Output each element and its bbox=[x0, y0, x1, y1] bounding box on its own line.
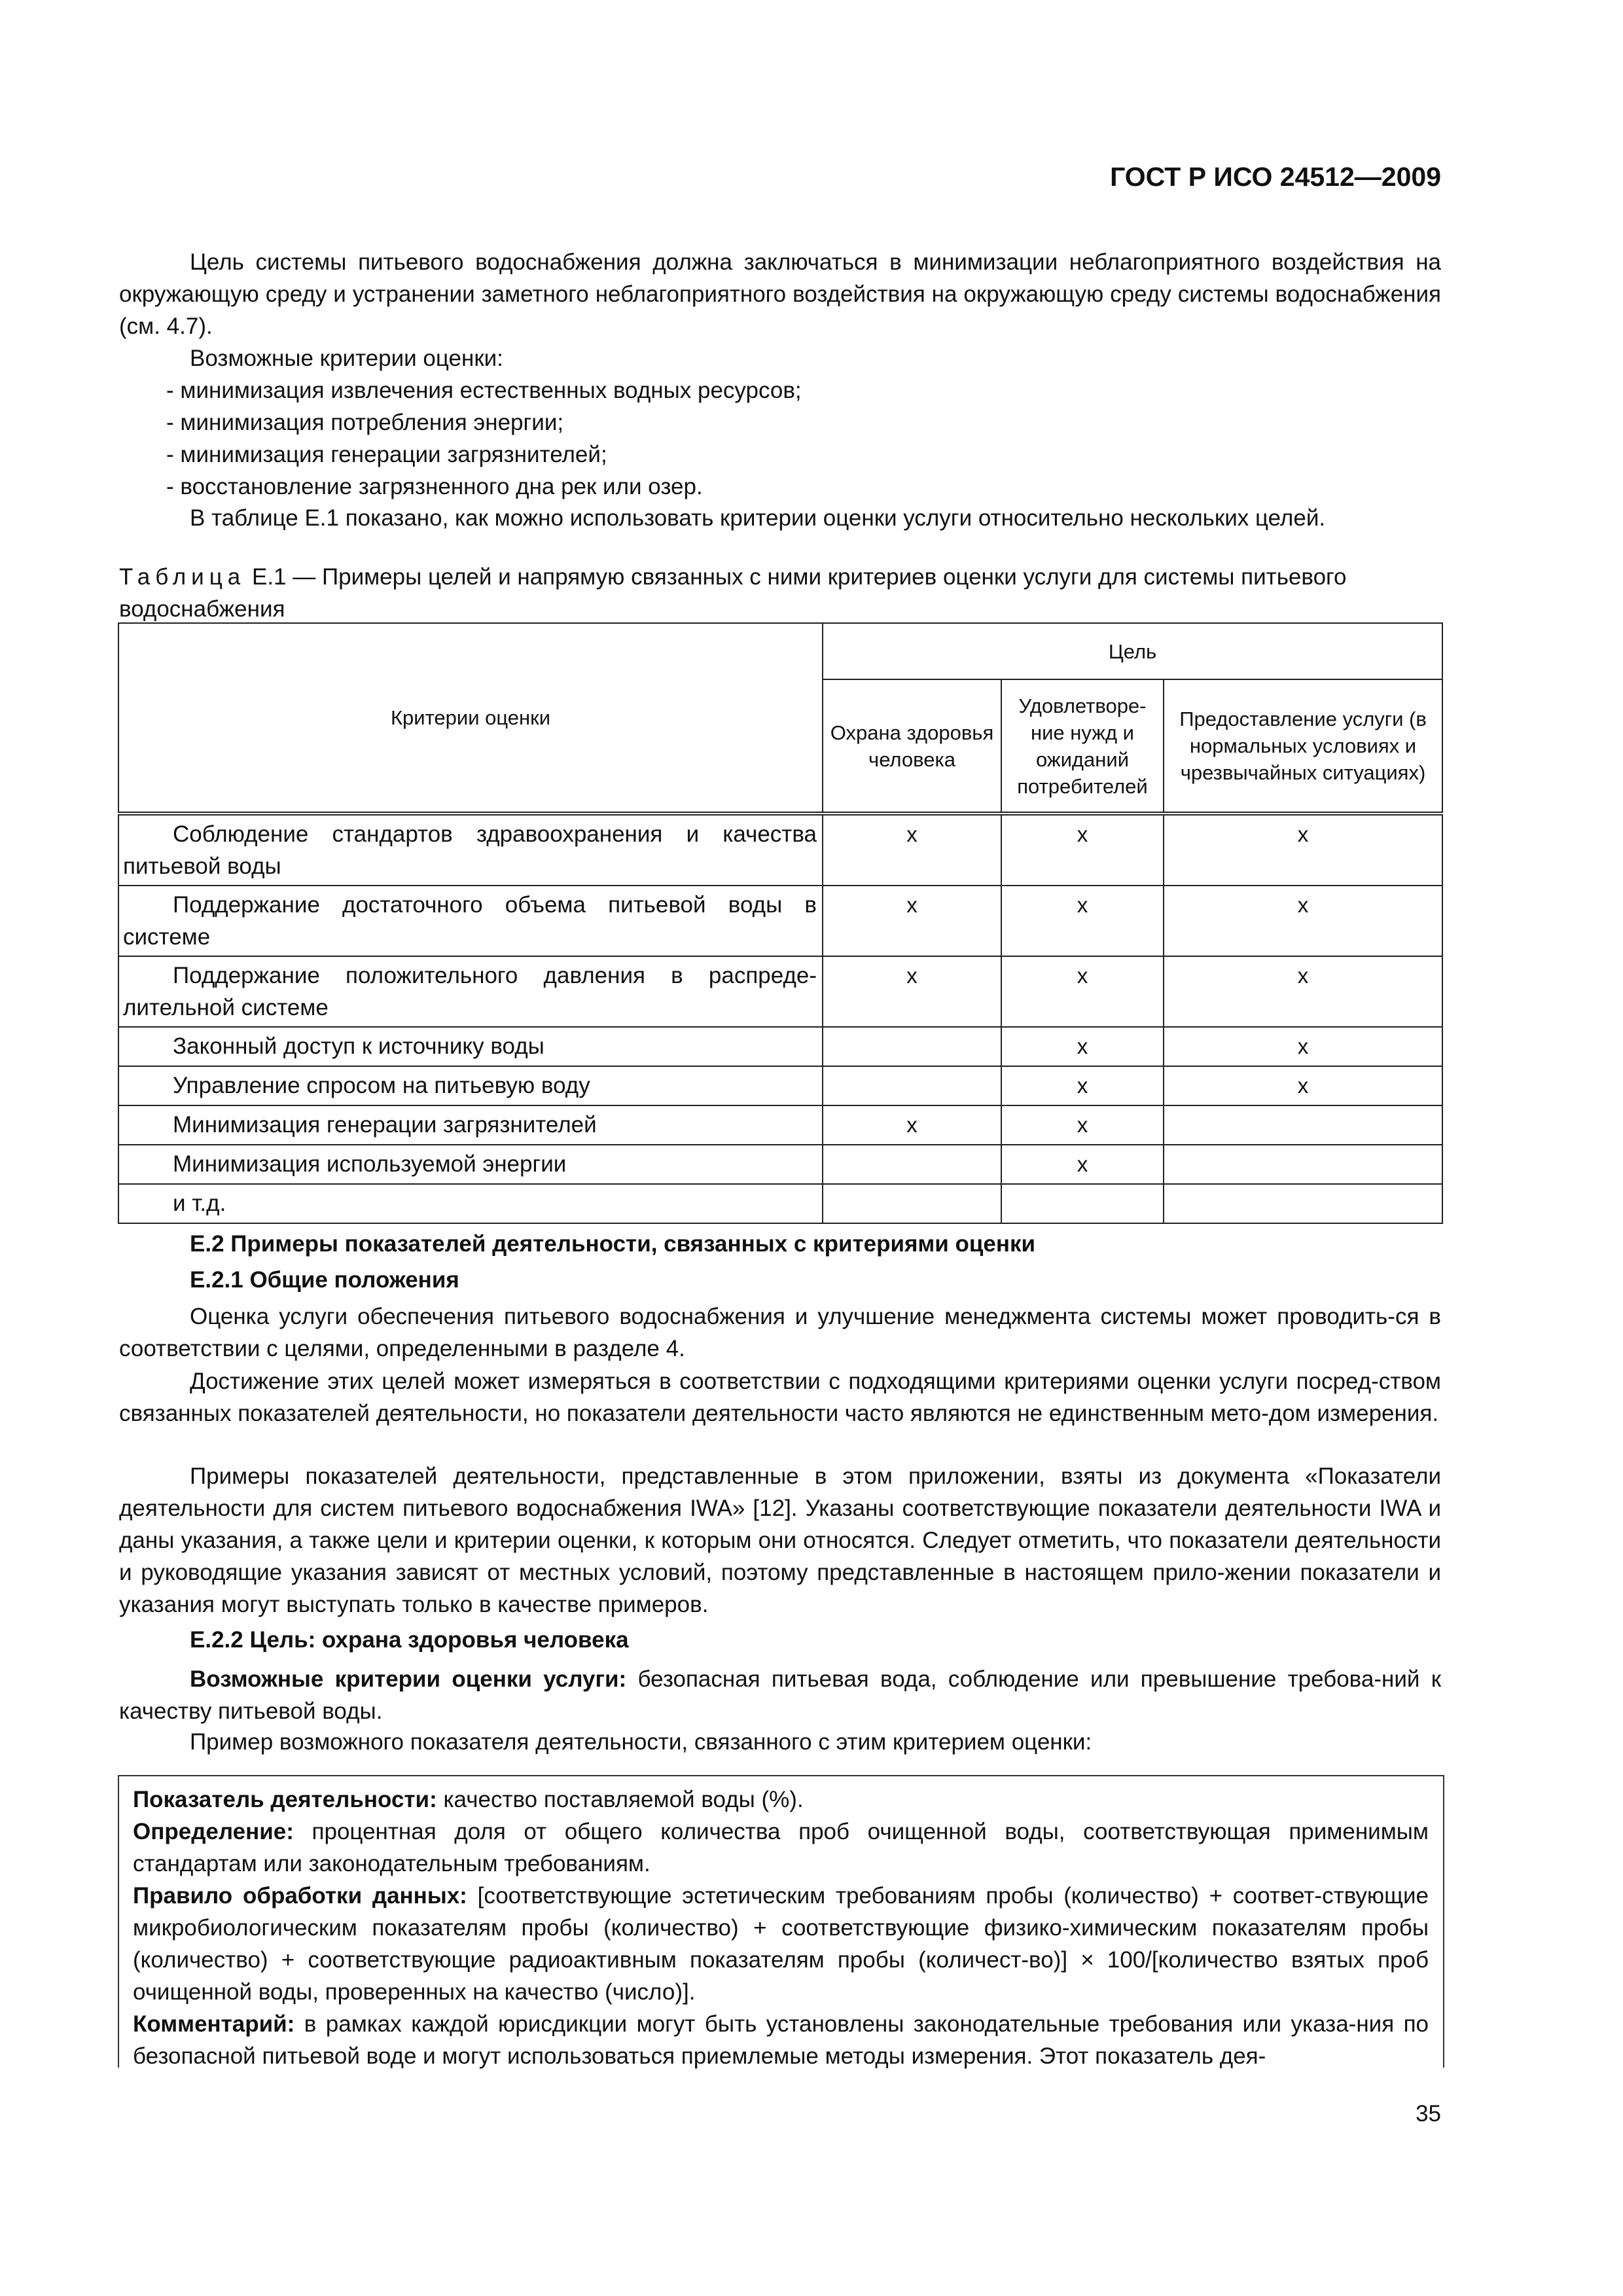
comment-label: Комментарий: bbox=[133, 2011, 295, 2037]
criteria-paragraph bbox=[119, 1663, 1441, 1727]
table-caption-prefix: Таблица bbox=[119, 564, 246, 590]
rule-text: [соответствующие эстетическим требованиям пробы (количество) + соответ-ствующие микробиологическим показателям пробы (количество) + соответствующие физико-химическим показателям пробы (количество) + соответствующие радиоактивным показателям пробы (количест-во)] × 100/[количество взятых проб очищенной воды, проверенных на качество (число)]. bbox=[133, 1883, 1429, 2005]
criterion-cell: и т.д. bbox=[118, 1184, 823, 1223]
section-heading-e2-2: Е.2.2 Цель: охрана здоровья человека bbox=[190, 1627, 629, 1653]
mark-cell bbox=[1164, 1105, 1442, 1145]
mark-cell: x bbox=[1164, 1066, 1442, 1105]
example-intro: Пример возможного показателя деятельности, связанного с этим критерием оценки: bbox=[190, 1729, 1092, 1755]
mark-cell bbox=[1001, 1184, 1164, 1223]
mark-cell: x bbox=[1001, 1105, 1164, 1145]
indicator-label: Показатель деятельности: bbox=[133, 1787, 437, 1812]
mark-cell bbox=[823, 1027, 1001, 1066]
mark-cell: x bbox=[1001, 886, 1164, 956]
table-row bbox=[118, 886, 1442, 956]
table-row bbox=[118, 956, 1442, 1027]
mark-cell bbox=[823, 1184, 1001, 1223]
comment-text: в рамках каждой юрисдикции могут быть установлены законодательные требования или указа-ния по безопасной питьевой воде и могут использоваться приемлемые методы измерения. Этот показатель дея- bbox=[133, 2011, 1429, 2069]
table-row bbox=[118, 1027, 1442, 1066]
intro-paragraph: Цель системы питьевого водоснабжения должна заключаться в минимизации неблагоприятного воздействия на окружающую среду и устранении заметного неблагоприятного воздействия на окружающую среду системы водоснабжения (см. 4.7). bbox=[119, 249, 1441, 339]
mark-cell bbox=[1164, 1145, 1442, 1184]
criterion-cell: Соблюдение стандартов здравоохранения и качества питьевой воды bbox=[118, 814, 823, 886]
mark-cell: x bbox=[823, 956, 1001, 1027]
page-number: 35 bbox=[1416, 2101, 1441, 2126]
table-reference-paragraph: В таблице Е.1 показано, как можно использовать критерии оценки услуги относительно нескольких целей. bbox=[190, 505, 1326, 531]
mark-cell bbox=[823, 1066, 1001, 1105]
goal-header-consumers: Удовлетворе-ние нужд и ожиданий потребителей bbox=[1001, 679, 1164, 814]
list-item: - минимизация генерации загрязнителей; bbox=[166, 442, 607, 467]
definition-label: Определение: bbox=[133, 1819, 294, 1844]
column-header-goal: Цель bbox=[823, 623, 1442, 679]
criterion-cell: Поддержание достаточного объема питьевой воды в системе bbox=[118, 886, 823, 956]
mark-cell: x bbox=[823, 1105, 1001, 1145]
goal-header-health: Охрана здоровья человека bbox=[823, 679, 1001, 814]
indicator-text: качество поставляемой воды (%). bbox=[443, 1787, 804, 1812]
criteria-text: безопасная питьевая вода, соблюдение или превышение требова-ний к качеству питьевой воды. bbox=[119, 1666, 1442, 1724]
mark-cell: x bbox=[1001, 956, 1164, 1027]
paragraph: Примеры показателей деятельности, представленные в этом приложении, взяты из документа «Показатели деятельности для систем питьевого водоснабжения IWA» [12]. Указаны соответствующие показатели деятельности IWA и даны указания, а также цели и критерии оценки, к которым они относятся. Следует отметить, что показатели деятельности и руководящие указания зависят от местных условий, поэтому представленные в настоящем прило-жении показатели и указания могут выступать только в качестве примеров. bbox=[119, 1463, 1441, 1617]
criteria-list bbox=[166, 374, 1441, 503]
mark-cell bbox=[1164, 1184, 1442, 1223]
list-item: - восстановление загрязненного дна рек или озер. bbox=[166, 474, 703, 499]
definition-line bbox=[133, 1816, 1429, 1880]
table-row bbox=[118, 1145, 1442, 1184]
table-row bbox=[118, 814, 1442, 886]
mark-cell: x bbox=[1164, 956, 1442, 1027]
goal-header-service: Предоставление услуги (в нормальных условиях и чрезвычайных ситуациях) bbox=[1164, 679, 1442, 814]
criteria-label: Возможные критерии оценки услуги: bbox=[190, 1666, 627, 1692]
criterion-cell: Управление спросом на питьевую воду bbox=[118, 1066, 823, 1105]
criteria-intro: Возможные критерии оценки: bbox=[190, 346, 503, 371]
mark-cell: x bbox=[1001, 1145, 1164, 1184]
table-caption bbox=[119, 561, 1441, 625]
mark-cell: x bbox=[1001, 1066, 1164, 1105]
table-row bbox=[118, 1066, 1442, 1105]
table-caption-text: Е.1 — Примеры целей и напрямую связанных с ними критериев оценки услуги для системы питьевого водоснабжения bbox=[119, 564, 1347, 622]
document-code: ГОСТ Р ИСО 24512—2009 bbox=[1110, 162, 1441, 192]
section-heading-e2: Е.2 Примеры показателей деятельности, связанных с критериями оценки bbox=[190, 1231, 1036, 1257]
table-row bbox=[118, 1105, 1442, 1145]
comment-line bbox=[133, 2008, 1429, 2072]
list-item: - минимизация потребления энергии; bbox=[166, 410, 564, 435]
mark-cell: x bbox=[1001, 814, 1164, 886]
mark-cell: x bbox=[823, 814, 1001, 886]
indicator-box bbox=[133, 1784, 1429, 2072]
indicator-line bbox=[133, 1784, 1429, 1816]
criterion-cell: Минимизация используемой энергии bbox=[118, 1145, 823, 1184]
criterion-cell: Поддержание положительного давления в распреде-лительной системе bbox=[118, 956, 823, 1027]
criterion-cell: Минимизация генерации загрязнителей bbox=[118, 1105, 823, 1145]
table-row bbox=[118, 1184, 1442, 1223]
criterion-cell: Законный доступ к источнику воды bbox=[118, 1027, 823, 1066]
column-header-criteria: Критерии оценки bbox=[118, 623, 823, 814]
section-heading-e2-1: Е.2.1 Общие положения bbox=[190, 1267, 459, 1293]
mark-cell: x bbox=[1001, 1027, 1164, 1066]
mark-cell: x bbox=[823, 886, 1001, 956]
criteria-table bbox=[118, 622, 1443, 1224]
mark-cell: x bbox=[1164, 886, 1442, 956]
rule-label: Правило обработки данных: bbox=[133, 1883, 467, 1909]
mark-cell: x bbox=[1164, 814, 1442, 886]
mark-cell: x bbox=[1164, 1027, 1442, 1066]
definition-text: процентная доля от общего количества проб очищенной воды, соответствующая применимым стандартам или законодательным требованиям. bbox=[133, 1819, 1429, 1876]
paragraph: Оценка услуги обеспечения питьевого водоснабжения и улучшение менеджмента системы может проводить-ся в соответствии с целями, определенными в разделе 4. bbox=[119, 1304, 1441, 1361]
mark-cell bbox=[823, 1145, 1001, 1184]
rule-line bbox=[133, 1880, 1429, 2008]
paragraph: Достижение этих целей может измеряться в соответствии с подходящими критериями оценки услуги посред-ством связанных показателей деятельности, но показатели деятельности часто являются не единственным мето-дом измерения. bbox=[119, 1369, 1441, 1426]
list-item: - минимизация извлечения естественных водных ресурсов; bbox=[166, 378, 802, 403]
